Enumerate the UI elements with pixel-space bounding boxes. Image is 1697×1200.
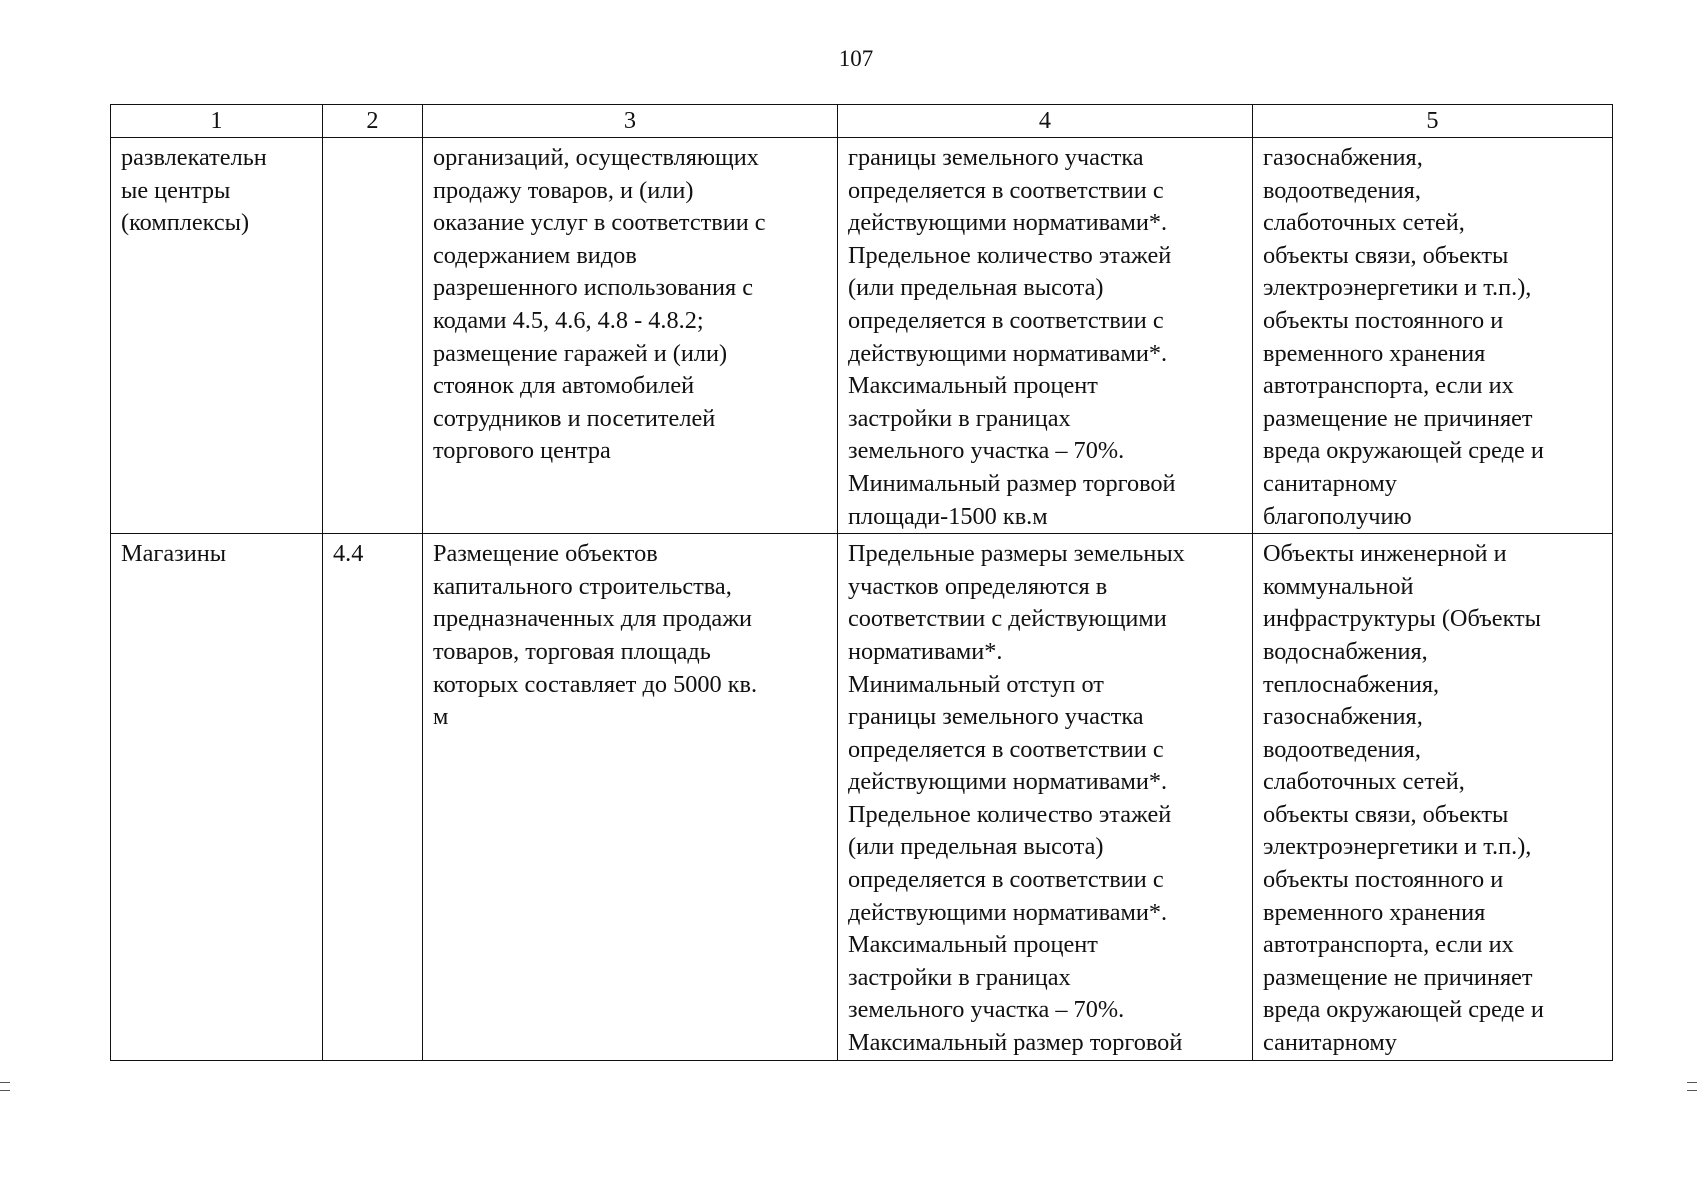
cell-text-line: действующими нормативами*. (848, 209, 1168, 237)
cell-text-line: теплоснабжения, (1263, 670, 1440, 698)
cell-auxiliary-objects (1253, 138, 1613, 534)
header-cell-4: 4 (838, 105, 1253, 138)
cell-text-line: временного хранения (1263, 898, 1486, 926)
cell-text-line: электроэнергетики и т.п.), (1263, 274, 1532, 302)
cell-text-line: санитарному (1263, 469, 1397, 497)
cell-text-line: водоотведения, (1263, 735, 1421, 763)
cell-text-line: инфраструктуры (Объекты (1263, 605, 1542, 633)
cell-text-line: действующими нормативами*. (848, 339, 1168, 367)
cell-text-line: разрешенного использования с (433, 274, 754, 302)
cell-text-line: объекты постоянного и (1263, 866, 1504, 894)
cell-text-line: Минимальный размер торговой (848, 469, 1176, 497)
cell-code (323, 534, 423, 1061)
cell-text-line: водоотведения, (1263, 176, 1421, 204)
header-cell-1: 1 (111, 105, 323, 138)
cell-text-line: Минимальный отступ от (848, 670, 1104, 698)
cell-text-line: вреда окружающей среде и (1263, 996, 1544, 1024)
cell-text-line: застройки в границах (848, 963, 1071, 991)
cell-text-line: электроэнергетики и т.п.), (1263, 833, 1532, 861)
cell-text-line: газоснабжения, (1263, 144, 1423, 171)
cell-text-line: определяется в соответствии с (848, 306, 1164, 334)
cell-text-line: Предельное количество этажей (848, 800, 1172, 828)
cell-parameters (838, 534, 1253, 1061)
cell-text-line: Размещение объектов (433, 540, 658, 568)
cell-text-line: капитального строительства, (433, 572, 732, 600)
table-row (111, 534, 1613, 1061)
cell-text-line: благополучию (1263, 502, 1412, 530)
table-header-row (111, 105, 1613, 138)
cell-text-line: 4.4 (333, 540, 364, 568)
cell-text-line: размещение не причиняет (1263, 404, 1533, 432)
cell-text-line: земельного участка – 70%. (848, 996, 1125, 1024)
cell-text-line: объекты связи, объекты (1263, 800, 1509, 828)
cell-text-line: м (433, 703, 449, 731)
scan-edge-mark (1687, 1090, 1697, 1091)
regulations-table (110, 104, 1613, 1061)
cell-text-line: Предельное количество этажей (848, 241, 1172, 269)
cell-text-line: газоснабжения, (1263, 703, 1423, 731)
cell-text-line: границы земельного участка (848, 703, 1144, 731)
cell-text-line: коммунальной (1263, 572, 1414, 600)
cell-text-line: действующими нормативами*. (848, 898, 1168, 926)
cell-text-line: размещение не причиняет (1263, 963, 1533, 991)
cell-text-line: Максимальный процент (848, 372, 1098, 400)
cell-text-line: Максимальный размер торговой (848, 1029, 1183, 1057)
cell-text-line: продажу товаров, и (или) (433, 176, 694, 204)
scan-edge-mark (1687, 1082, 1697, 1083)
cell-text-line: земельного участка – 70%. (848, 437, 1125, 465)
cell-description (423, 138, 838, 534)
header-cell-3: 3 (423, 105, 838, 138)
cell-text-line: Максимальный процент (848, 931, 1098, 959)
cell-code (323, 138, 423, 534)
scan-edge-mark (0, 1090, 10, 1091)
cell-text-line: (или предельная высота) (848, 274, 1104, 302)
cell-text-line: кодами 4.5, 4.6, 4.8 - 4.8.2; (433, 306, 704, 334)
cell-text-line: Магазины (121, 540, 227, 568)
cell-text-line: товаров, торговая площадь (433, 637, 711, 665)
cell-parameters (838, 138, 1253, 534)
cell-text-line: слаботочных сетей, (1263, 209, 1465, 237)
header-cell-2: 2 (323, 105, 423, 138)
cell-text-line: ые центры (121, 176, 231, 204)
cell-text-line: развлекательн (121, 144, 267, 171)
cell-text-line: водоснабжения, (1263, 637, 1428, 665)
cell-text-line: временного хранения (1263, 339, 1486, 367)
cell-text-line: стоянок для автомобилей (433, 372, 695, 400)
cell-text-line: содержанием видов (433, 241, 637, 269)
table-row (111, 138, 1613, 534)
cell-text-line: автотранспорта, если их (1263, 372, 1514, 400)
cell-text-line: застройки в границах (848, 404, 1071, 432)
cell-text-line: Предельные размеры земельных (848, 540, 1185, 568)
cell-text-line: определяется в соответствии с (848, 176, 1164, 204)
cell-text-line: объекты связи, объекты (1263, 241, 1509, 269)
cell-text-line: слаботочных сетей, (1263, 768, 1465, 796)
cell-text-line: Объекты инженерной и (1263, 540, 1507, 568)
cell-text-line: границы земельного участка (848, 144, 1144, 171)
cell-text-line: участков определяются в (848, 572, 1108, 600)
cell-text-line: (комплексы) (121, 209, 250, 237)
cell-object-name (111, 138, 323, 534)
cell-text-line: объекты постоянного и (1263, 306, 1504, 334)
cell-text-line: площади-1500 кв.м (848, 502, 1048, 530)
cell-text-line: действующими нормативами*. (848, 768, 1168, 796)
cell-text-line: размещение гаражей и (или) (433, 339, 728, 367)
cell-description (423, 534, 838, 1061)
cell-text-line: предназначенных для продажи (433, 605, 753, 633)
cell-text-line: торгового центра (433, 437, 611, 465)
cell-text-line: определяется в соответствии с (848, 866, 1164, 894)
cell-text-line: нормативами*. (848, 637, 1003, 665)
cell-text-line: оказание услуг в соответствии с (433, 209, 766, 237)
cell-text-line: соответствии с действующими (848, 605, 1167, 633)
header-cell-5: 5 (1253, 105, 1613, 138)
cell-text-line: автотранспорта, если их (1263, 931, 1514, 959)
cell-text-line: сотрудников и посетителей (433, 404, 716, 432)
cell-text-line: организаций, осуществляющих (433, 144, 759, 171)
page-number: 107 (838, 46, 874, 71)
cell-text-line: санитарному (1263, 1029, 1397, 1057)
cell-text-line: (или предельная высота) (848, 833, 1104, 861)
scan-edge-mark (0, 1082, 10, 1083)
cell-auxiliary-objects (1253, 534, 1613, 1061)
cell-text-line: которых составляет до 5000 кв. (433, 670, 758, 698)
cell-text-line: вреда окружающей среде и (1263, 437, 1544, 465)
cell-text-line: определяется в соответствии с (848, 735, 1164, 763)
cell-object-name (111, 534, 323, 1061)
